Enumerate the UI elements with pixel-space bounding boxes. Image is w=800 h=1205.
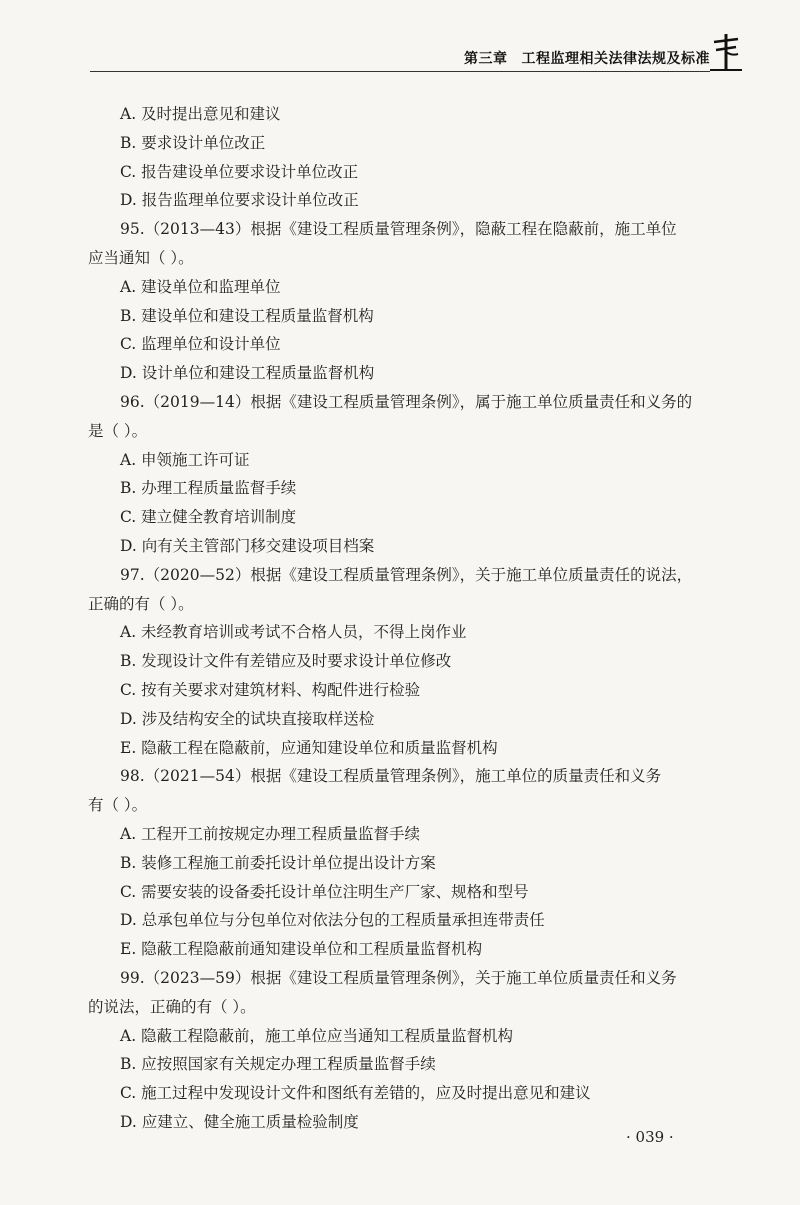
question-line: 97.（2020—52）根据《建设工程质量管理条例》，关于施工单位质量责任的说法， <box>120 565 693 584</box>
answer-option: D. 应建立、健全施工质量检验制度 <box>120 1112 359 1131</box>
answer-option: B. 办理工程质量监督手续 <box>120 479 297 498</box>
answer-option: D. 报告监理单位要求设计单位改正 <box>120 191 359 210</box>
answer-option: C. 建立健全教育培训制度 <box>120 508 297 527</box>
chapter-ornament-icon <box>708 30 744 72</box>
answer-option: A. 及时提出意见和建议 <box>120 105 281 123</box>
answer-option: E. 隐蔽工程在隐蔽前，应通知建设单位和质量监督机构 <box>120 738 498 757</box>
answer-option: A. 未经教育培训或考试不合格人员，不得上岗作业 <box>120 623 467 642</box>
header-rule <box>90 71 710 72</box>
question-line: 的说法，正确的有（ ）。 <box>88 997 256 1016</box>
question-line: 正确的有（ ）。 <box>88 594 194 613</box>
running-header <box>90 46 710 72</box>
answer-option: A. 建设单位和监理单位 <box>120 277 281 296</box>
question-line: 应当通知（ ）。 <box>88 248 194 267</box>
answer-option: D. 设计单位和建设工程质量监督机构 <box>120 364 375 383</box>
question-line: 有（ ）。 <box>88 796 148 815</box>
answer-option: C. 报告建设单位要求设计单位改正 <box>120 162 359 181</box>
question-body <box>88 100 708 1137</box>
question-line: 99.（2023—59）根据《建设工程质量管理条例》，关于施工单位质量责任和义务 <box>120 968 677 987</box>
answer-option: A. 申领施工许可证 <box>120 450 250 469</box>
question-line: 98.（2021—54）根据《建设工程质量管理条例》，施工单位的质量责任和义务 <box>120 767 662 786</box>
answer-option: C. 按有关要求对建筑材料、构配件进行检验 <box>120 680 421 699</box>
answer-option: B. 装修工程施工前委托设计单位提出设计方案 <box>120 853 436 872</box>
answer-option: A. 工程开工前按规定办理工程质量监督手续 <box>120 824 421 843</box>
answer-option: B. 要求设计单位改正 <box>120 133 266 152</box>
answer-option: C. 监理单位和设计单位 <box>120 335 281 354</box>
page-number: · 039 · <box>626 1128 674 1146</box>
answer-option: A. 隐蔽工程隐蔽前，施工单位应当通知工程质量监督机构 <box>120 1026 514 1045</box>
question-line: 95.（2013—43）根据《建设工程质量管理条例》，隐蔽工程在隐蔽前，施工单位 <box>120 220 677 239</box>
chapter-label: 第三章 <box>464 51 508 67</box>
answer-option: B. 应按照国家有关规定办理工程质量监督手续 <box>120 1055 436 1074</box>
answer-option: C. 需要安装的设备委托设计单位注明生产厂家、规格和型号 <box>120 882 529 901</box>
answer-option: B. 发现设计文件有差错应及时要求设计单位修改 <box>120 652 452 671</box>
chapter-title: 工程监理相关法律法规及标准 <box>521 51 710 67</box>
answer-option: B. 建设单位和建设工程质量监督机构 <box>120 306 374 325</box>
answer-option: D. 总承包单位与分包单位对依法分包的工程质量承担连带责任 <box>120 911 545 930</box>
answer-option: D. 向有关主管部门移交建设项目档案 <box>120 536 375 555</box>
running-header-title <box>464 48 710 68</box>
answer-option: E. 隐蔽工程隐蔽前通知建设单位和工程质量监督机构 <box>120 940 483 959</box>
question-line: 96.（2019—14）根据《建设工程质量管理条例》，属于施工单位质量责任和义务的 <box>120 392 693 411</box>
question-line: 是（ ）。 <box>88 421 148 440</box>
answer-option: D. 涉及结构安全的试块直接取样送检 <box>120 709 375 728</box>
answer-option: C. 施工过程中发现设计文件和图纸有差错的，应及时提出意见和建议 <box>120 1084 591 1103</box>
